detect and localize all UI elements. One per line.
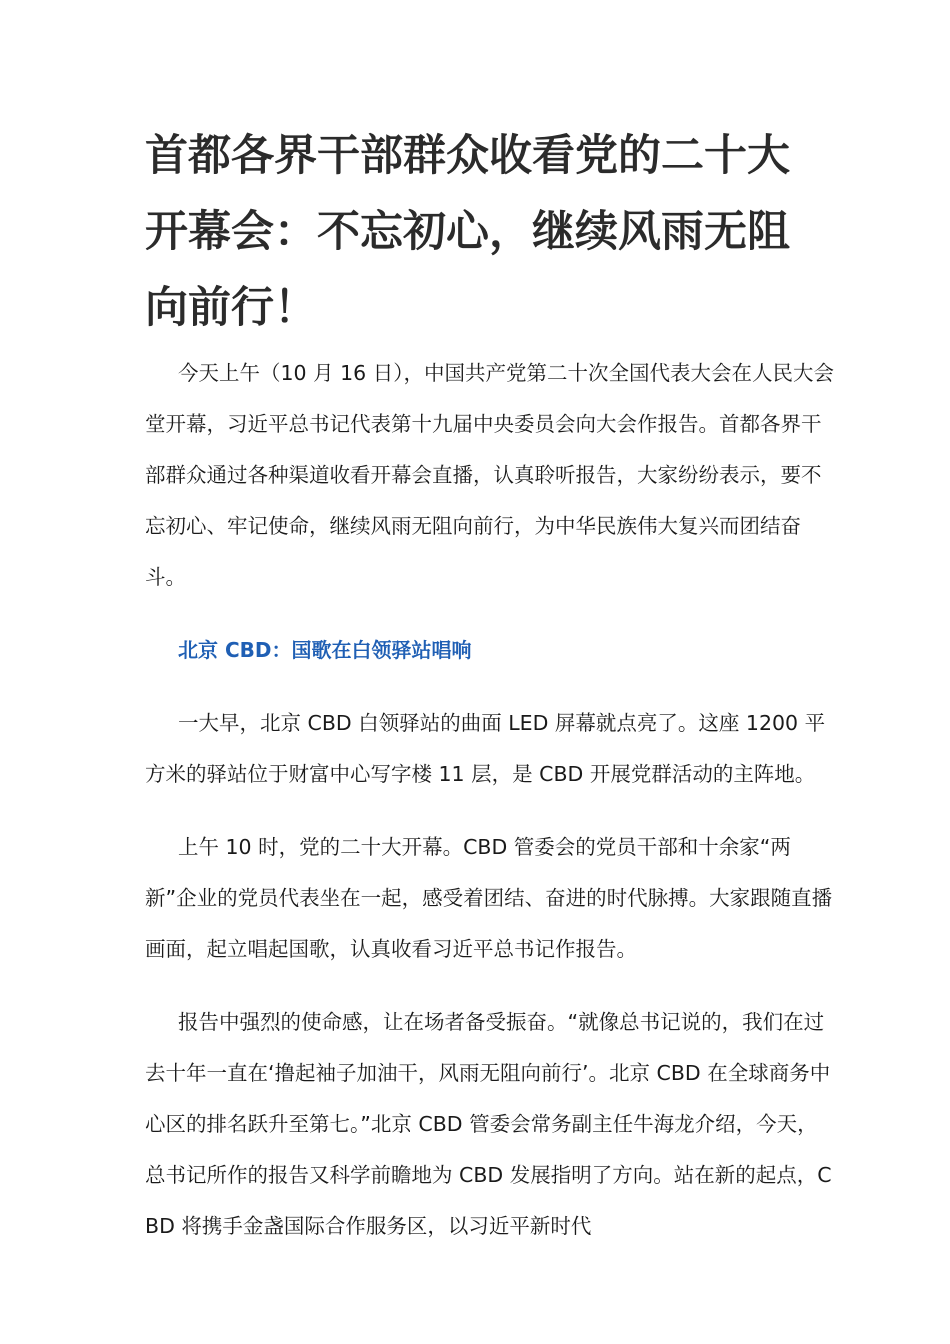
paragraph-opening: 上午 10 时，党的二十大开幕。CBD 管委会的党员干部和十余家“两新”企业的党员代表坐在一起，感受着团结、奋进的时代脉搏。大家跟随直播画面，起立唱起国歌，认真收看习近平总书记作报告。 (145, 835, 833, 961)
article-body (145, 348, 835, 1252)
paragraph-report: 报告中强烈的使命感，让在场者备受振奋。“就像总书记说的，我们在过去十年一直在‘撸起袖子加油干，风雨无阻向前行’。北京 CBD 在全球商务中心区的排名跃升至第七。”北京 CBD 管委会常务副主任牛海龙介绍，今天，总书记所作的报告又科学前瞻地为 CBD 发展指明了方向。站在新的起点，CBD 将携手金盏国际合作服务区，以习近平新时代 (145, 1010, 832, 1238)
paragraph-intro: 今天上午（10 月 16 日），中国共产党第二十次全国代表大会在人民大会堂开幕，习近平总书记代表第十九届中央委员会向大会作报告。首都各界干部群众通过各种渠道收看开幕会直播，认真聆听报告，大家纷纷表示，要不忘初心、牢记使命，继续风雨无阻向前行，为中华民族伟大复兴而团结奋斗。 (145, 361, 834, 589)
paragraph-cbd-screen: 一大早，北京 CBD 白领驿站的曲面 LED 屏幕就点亮了。这座 1200 平方米的驿站位于财富中心写字楼 11 层，是 CBD 开展党群活动的主阵地。 (145, 711, 826, 786)
article-title: 首都各界干部群众收看党的二十大开幕会：不忘初心，继续风雨无阻向前行！ (145, 131, 790, 333)
section-subheading: 北京 CBD：国歌在白领驿站唱响 (178, 638, 472, 662)
